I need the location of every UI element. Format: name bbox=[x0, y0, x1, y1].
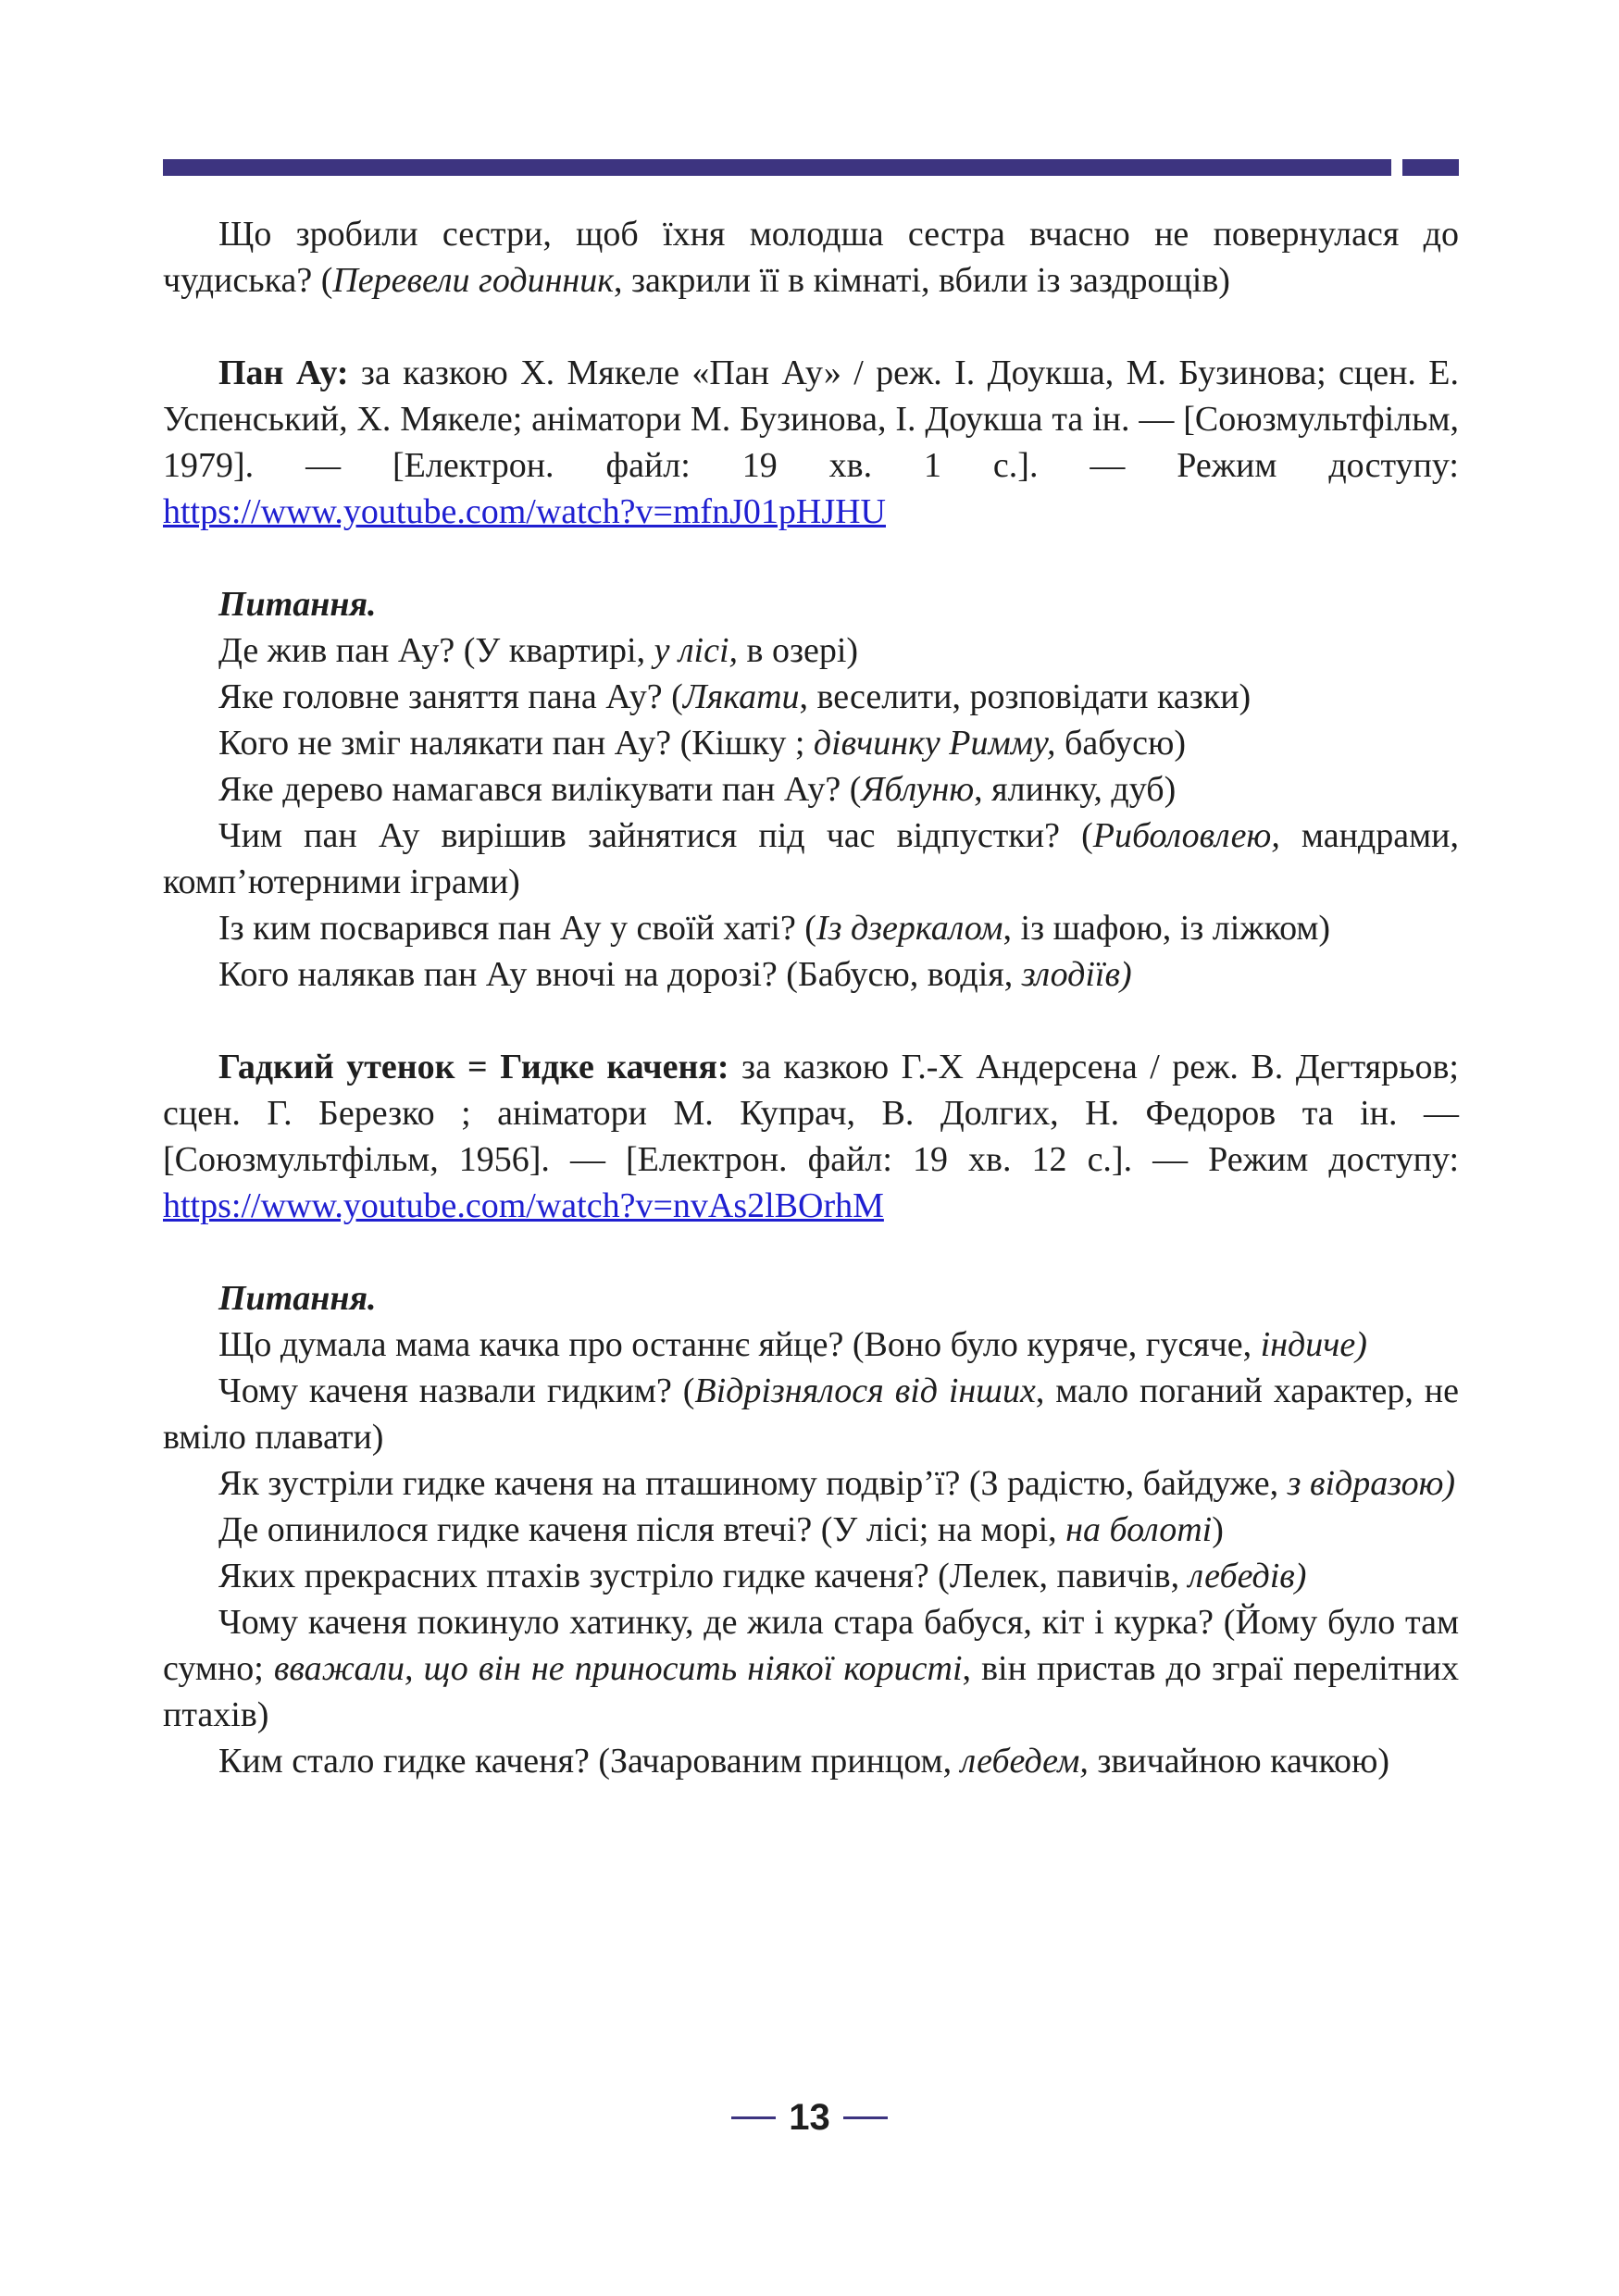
question-text: Яке головне заняття пана Ау? ( bbox=[218, 677, 683, 716]
header-rule-end bbox=[1402, 159, 1459, 176]
page-content bbox=[163, 211, 1459, 1784]
question-text: бабусю) bbox=[1055, 724, 1186, 763]
question-item bbox=[163, 951, 1459, 998]
question-text: звичайною качкою) bbox=[1088, 1742, 1390, 1781]
questions-heading: Питання. bbox=[218, 585, 377, 624]
question-text: Чому каченя назвали гидким? ( bbox=[218, 1371, 695, 1410]
question-text: мандрами, комп’ютерними іграми) bbox=[163, 816, 1460, 901]
question-item bbox=[163, 627, 1459, 674]
question-text: Де опинилося гидке каченя після втечі? (У лісі; на морі, bbox=[218, 1510, 1066, 1549]
question-text: Ким стало гидке каченя? (Зачарованим принцом, bbox=[218, 1742, 961, 1781]
answer-italic: Відрізнялося від інших bbox=[694, 1371, 1036, 1410]
question-text: , із шафою, із ліжком) bbox=[1003, 909, 1331, 948]
film-entry-ugly-duckling bbox=[163, 1044, 1459, 1229]
answer-italic: Риболовлею, bbox=[1092, 816, 1280, 855]
questions-list-ugly-duckling bbox=[163, 1322, 1459, 1784]
question-item bbox=[163, 1460, 1459, 1507]
answer-italic: Яблуню bbox=[861, 770, 975, 809]
question-text: Чому каченя покинуло хатинку, де жила стара бабуся, кіт і курка? (Йому було там сумно; bbox=[163, 1603, 1459, 1688]
film-description: за казкою Г.-Х Андерсена / реж. В. Дегтярьов; сцен. Г. Березко ; аніматори М. Купрач, В. Долгих, Н. Федоров та ін. — [Союзмультфільм, 1956]. — [Електрон. файл: 19 хв. 12 с.]. — Режим доступу: bbox=[163, 1048, 1459, 1179]
question-item bbox=[163, 1738, 1459, 1784]
answer-italic: на болоті bbox=[1065, 1510, 1213, 1549]
question-text: , він пристав до зграї перелітних птахів) bbox=[163, 1649, 1459, 1734]
question-text: ) bbox=[1212, 1510, 1224, 1549]
question-item bbox=[163, 1322, 1459, 1368]
question-item bbox=[163, 1553, 1459, 1599]
questions-heading: Питання. bbox=[218, 1279, 377, 1318]
question-text: Де жив пан Ау? (У квартирі, bbox=[218, 631, 654, 670]
answer-italic: у лісі, bbox=[654, 631, 738, 670]
answer-italic: індиче) bbox=[1260, 1325, 1367, 1364]
answer-italic: з відразою) bbox=[1287, 1464, 1456, 1503]
question-text: Що зробили сестри, щоб їхня молодша сестра вчасно не повернулася до чудиська? ( bbox=[163, 215, 1459, 300]
question-item bbox=[163, 1368, 1459, 1460]
question-paragraph bbox=[163, 211, 1459, 304]
question-text: Кого не зміг налякати пан Ау? (Кішку ; bbox=[218, 724, 814, 763]
question-item bbox=[163, 766, 1459, 813]
question-text: Що думала мама качка про останнє яйце? (Воно було куряче, гусяче, bbox=[218, 1325, 1261, 1364]
answer-italic: Перевели годинник bbox=[332, 261, 615, 300]
film-link[interactable]: https://www.youtube.com/watch?v=mfnJ01pHJHU bbox=[163, 492, 886, 531]
question-item bbox=[163, 1599, 1459, 1738]
answer-italic: лебедів) bbox=[1188, 1557, 1307, 1595]
page-footer bbox=[0, 2090, 1619, 2145]
question-item bbox=[163, 905, 1459, 951]
answer-italic: Із дзеркалом bbox=[816, 909, 1003, 948]
page-number: 13 bbox=[789, 2096, 830, 2138]
questions-list-pan-au bbox=[163, 627, 1459, 998]
film-title: Гадкий утенок = Гидке каченя: bbox=[218, 1048, 729, 1086]
answer-italic: дівчинку Римму, bbox=[813, 724, 1056, 763]
answer-italic: лебедем, bbox=[960, 1742, 1089, 1781]
question-text: Як зустріли гидке каченя на пташиному подвір’ї? (З радістю, байдуже, bbox=[218, 1464, 1288, 1503]
film-description: за казкою Х. Мякеле «Пан Ау» / реж. І. Доукша, М. Бузинова; сцен. Е. Успенський, Х. Мякеле; аніматори М. Бузинова, І. Доукша та ін. — [Союзмультфільм, 1979]. — [Електрон. файл: 19 хв. 1 с.]. — Режим доступу: bbox=[163, 354, 1460, 485]
header-rule bbox=[163, 159, 1391, 176]
answer-italic: злодіїв) bbox=[1021, 955, 1132, 994]
film-entry-pan-au bbox=[163, 350, 1459, 535]
question-text: Чим пан Ау вирішив зайнятися під час відпустки? ( bbox=[218, 816, 1093, 855]
question-item bbox=[163, 1507, 1459, 1553]
film-title: Пан Ау: bbox=[218, 354, 349, 392]
question-item bbox=[163, 720, 1459, 766]
question-text: Яких прекрасних птахів зустріло гидке каченя? (Лелек, павичів, bbox=[218, 1557, 1189, 1595]
question-text: , мало поганий характер, не вміло плавати) bbox=[163, 1371, 1459, 1457]
footer-dash-right bbox=[843, 2116, 888, 2119]
question-text: Яке дерево намагався вилікувати пан Ау? ( bbox=[218, 770, 862, 809]
answer-italic: Лякати bbox=[682, 677, 800, 716]
footer-dash-left bbox=[731, 2116, 776, 2119]
question-text: , веселити, розповідати казки) bbox=[799, 677, 1252, 716]
question-text: Із ким посварився пан Ау у своїй хаті? ( bbox=[218, 909, 816, 948]
film-link[interactable]: https://www.youtube.com/watch?v=nvAs2lBOrhM bbox=[163, 1186, 884, 1225]
question-text-end: , закрили її в кімнаті, вбили із заздрощів) bbox=[614, 261, 1230, 300]
question-item bbox=[163, 813, 1459, 905]
question-text: , ялинку, дуб) bbox=[974, 770, 1177, 809]
question-text: в озері) bbox=[738, 631, 859, 670]
question-item bbox=[163, 674, 1459, 720]
question-text: Кого налякав пан Ау вночі на дорозі? (Бабусю, водія, bbox=[218, 955, 1022, 994]
answer-italic: вважали, що він не приносить ніякої користі bbox=[273, 1649, 963, 1688]
